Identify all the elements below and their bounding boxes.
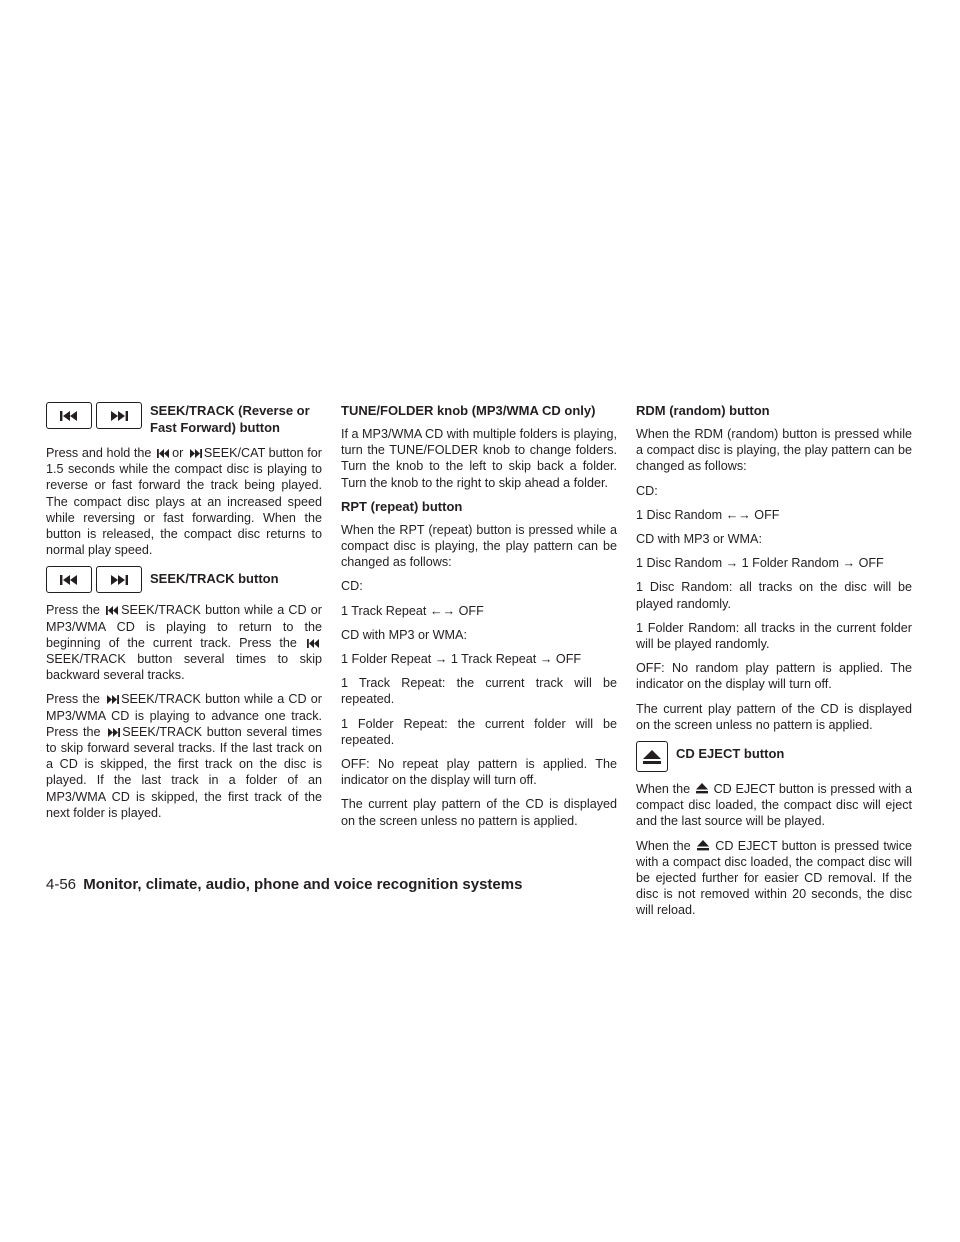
seek-hold-paragraph: Press and hold the or SEEK/CAT button for 1.5 seconds while the compact disc is playing to reverse or fast forward the track being played. The compact disc plays at an increased speed while reversing or fast forwarding. When the button is released, the compact disc returns to normal play speed. [46, 446, 323, 558]
rdm-current-desc: The current play pattern of the CD is displayed on the screen unless no pattern is applied. [636, 701, 912, 732]
seek-forward-paragraph: Press the SEEK/TRACK button while a CD or MP3/WMA CD is playing to advance one track. Press the SEEK/TRACK button several times to skip forward several tracks. If the last track on a CD is skipped, the first track on the disc is played. If the last track in a folder of an MP3/WMA CD is skipped, the first track of the next folder is played. [46, 692, 322, 820]
skip-previous-icon [106, 606, 119, 615]
seek-track-header [46, 566, 322, 593]
column-2 [341, 402, 617, 837]
seek-button-pair [46, 402, 146, 429]
seek-button-pair-2 [46, 566, 146, 593]
rpt-mp3-label: CD with MP3 or WMA: [341, 627, 467, 642]
skip-next-icon [107, 728, 120, 737]
column-3 [636, 402, 912, 927]
seek-track-rev-ff-title: SEEK/TRACK (Reverse or Fast Forward) button [150, 403, 310, 435]
skip-previous-icon [157, 449, 170, 458]
skip-next-icon [189, 449, 202, 458]
rdm-paragraph: When the RDM (random) button is pressed while a compact disc is playing, the play pattern can be changed as follows: [636, 427, 912, 474]
rdm-mp3-label: CD with MP3 or WMA: [636, 532, 762, 547]
page-number: 4-56 [46, 876, 77, 893]
skip-previous-button-icon [46, 566, 92, 593]
rdm-off-desc: OFF: No random play pattern is applied. The indicator on the display will turn off. [636, 661, 912, 692]
rpt-cd-label: CD: [341, 579, 363, 594]
seek-track-rev-ff-header [46, 402, 322, 436]
rpt-paragraph: When the RPT (repeat) button is pressed while a compact disc is playing, the play pattern can be changed as follows: [341, 522, 617, 570]
skip-previous-icon [307, 639, 320, 648]
rpt-heading: RPT (repeat) button [341, 498, 463, 514]
seek-track-title: SEEK/TRACK button [150, 571, 279, 587]
tune-folder-heading: TUNE/FOLDER knob (MP3/WMA CD only) [341, 403, 596, 418]
track-repeat-desc: 1 Track Repeat: the current track will be repeated. [341, 676, 617, 707]
eject-icon [696, 783, 708, 794]
column-1 [46, 402, 322, 829]
skip-next-button-icon [96, 566, 142, 593]
disc-random-desc: 1 Disc Random: all tracks on the disc will be played randomly. [636, 580, 912, 611]
cd-eject-title: CD EJECT button [676, 746, 785, 762]
rdm-cd-label: CD: [636, 483, 658, 498]
skip-next-icon [106, 695, 119, 704]
rdm-mp3-pattern: 1 Disc Random → 1 Folder Random → OFF [636, 556, 884, 571]
skip-next-button-icon [96, 402, 142, 429]
page-footer [46, 876, 522, 893]
section-title: Monitor, climate, audio, phone and voice recognition systems [83, 876, 523, 893]
folder-random-desc: 1 Folder Random: all tracks in the current folder will be played randomly. [636, 620, 912, 652]
cd-eject-header [636, 741, 912, 772]
seek-back-paragraph: Press the SEEK/TRACK button while a CD or MP3/WMA CD is playing to return to the beginning of the current track. Press the SEEK/TRACK button several times to skip backward several tracks. [46, 603, 322, 683]
rpt-off-desc: OFF: No repeat play pattern is applied. The indicator on the display will turn off. [341, 757, 617, 788]
rpt-cd-pattern: 1 Track Repeat ←→ OFF [341, 603, 484, 618]
rdm-heading: RDM (random) button [636, 403, 770, 418]
rdm-cd-pattern: 1 Disc Random ←→ OFF [636, 507, 780, 522]
rpt-current-desc: The current play pattern of the CD is displayed on the screen unless no pattern is applied. [341, 797, 617, 828]
tune-folder-paragraph: If a MP3/WMA CD with multiple folders is playing, turn the TUNE/FOLDER knob to change folders. Turn the knob to the left to skip back a folder. Turn the knob to the right to skip ahead a folder. [341, 427, 617, 490]
folder-repeat-desc: 1 Folder Repeat: the current folder will be repeated. [341, 716, 617, 747]
eject-paragraph-2: When the CD EJECT button is pressed twice with a compact disc loaded, the compact disc will be ejected further for easier CD removal. If the disc is not removed within 20 seconds, the disc will reload. [636, 838, 913, 918]
rpt-mp3-pattern: 1 Folder Repeat → 1 Track Repeat → OFF [341, 652, 582, 667]
skip-previous-button-icon [46, 402, 92, 429]
eject-paragraph-1: When the CD EJECT button is pressed with a compact disc loaded, the compact disc will eject and the last source will be played. [636, 782, 913, 829]
eject-button-icon [636, 741, 668, 772]
eject-icon [697, 840, 709, 851]
